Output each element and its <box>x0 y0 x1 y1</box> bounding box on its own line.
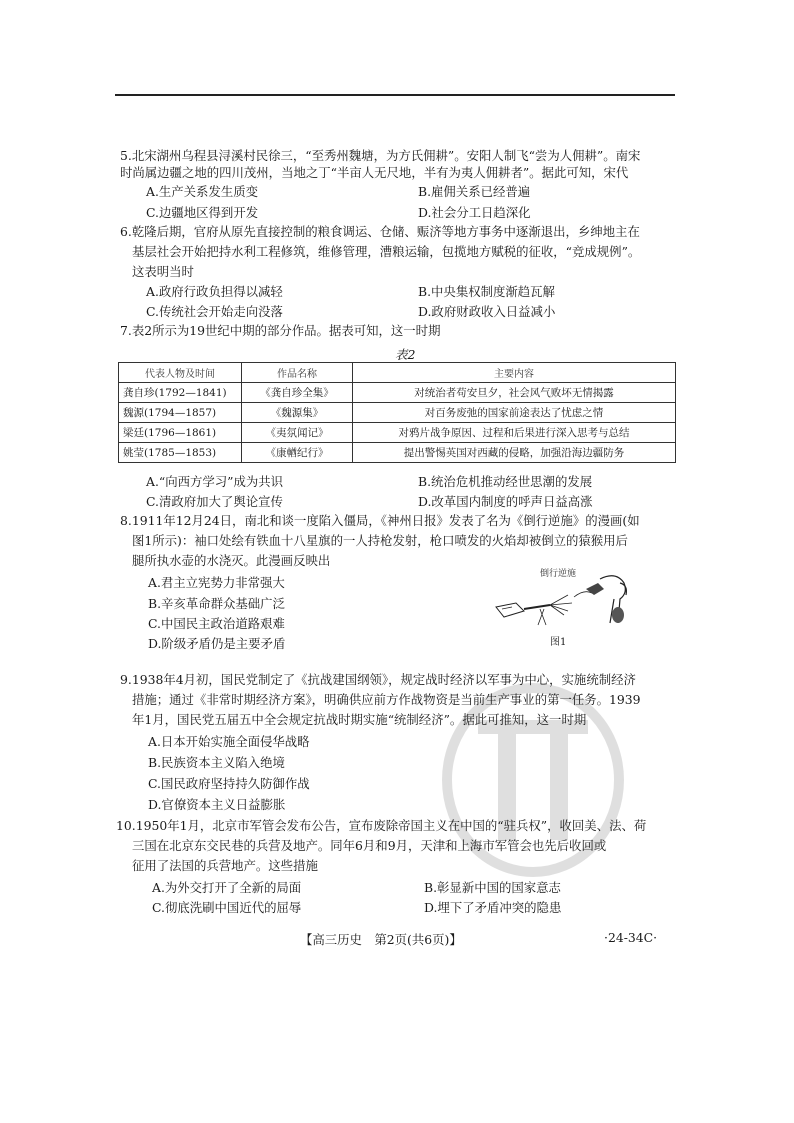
cartoon-figure <box>488 565 638 631</box>
q5-stem-line-1: 5.北宋湖州乌程县浔溪村民徐三，“至秀州魏塘，为方氏佣耕”。安阳人制飞“尝为人佣耕”。南宋 <box>120 148 641 163</box>
q10-option-a[interactable]: A.为外交打开了全新的局面 <box>152 880 302 895</box>
table-row <box>119 443 676 463</box>
table-cell: 对统治者苟安旦夕，社会风气败坏无情揭露 <box>353 383 676 403</box>
q5-stem-line-2: 时尚属边疆之地的四川茂州，当地之丁“半亩人无尺地，半有为夷人佣耕者”。据此可知，宋代 <box>120 165 629 180</box>
table-2-caption: 表2 <box>395 347 416 362</box>
table-cell: 《魏源集》 <box>242 403 353 423</box>
q8-stem-line-3: 腿所执水壶的水浇灭。此漫画反映出 <box>132 553 331 568</box>
page-footer-code: ·24-34C· <box>604 930 658 945</box>
q7-option-a[interactable]: A.“向西方学习”成为共识 <box>146 474 284 489</box>
table-header: 代表人物及时间 <box>119 363 242 383</box>
q10-stem-line-1: 10.1950年1月，北京市军管会发布公告，宣布废除帝国主义在中国的“驻兵权”，收回美、法、荷 <box>116 818 647 833</box>
table-row <box>119 383 676 403</box>
q6-option-d[interactable]: D.政府财政收入日益减小 <box>418 304 556 319</box>
q8-option-a[interactable]: A.君主立宪势力非常强大 <box>148 575 285 590</box>
q6-stem-line-1: 6.乾隆后期，官府从原先直接控制的粮食调运、仓储、赈济等地方事务中逐渐退出，乡绅地主在 <box>120 224 640 239</box>
q8-option-c[interactable]: C.中国民主政治道路艰难 <box>148 616 285 631</box>
table-header-row <box>119 363 676 383</box>
q9-option-a[interactable]: A.日本开始实施全面侵华战略 <box>148 734 310 749</box>
q10-option-b[interactable]: B.彰显新中国的国家意志 <box>424 880 561 895</box>
q6-stem-line-2: 基层社会开始把持水利工程修筑，维修管理，漕粮运输，包揽地方赋税的征收，“竞成规例”。 <box>132 244 641 259</box>
q8-stem-line-2: 图1所示)：袖口处绘有铁血十八星旗的一人持枪发射，枪口喷发的火焰却被倒立的猿猴用后 <box>132 533 628 548</box>
table-cell: 《夷氛闻记》 <box>242 423 353 443</box>
table-cell: 提出警惕英国对西藏的侵略，加强沿海边疆防务 <box>353 443 676 463</box>
table-cell: 魏源(1794—1857) <box>119 403 242 423</box>
q8-stem-line-1: 8.1911年12月24日，南北和谈一度陷入僵局，《神州日报》发表了名为《倒行逆施》的漫画(如 <box>120 513 640 528</box>
q10-option-c[interactable]: C.彻底洗刷中国近代的屈辱 <box>152 900 302 915</box>
table-cell: 《康輶纪行》 <box>242 443 353 463</box>
table-header: 作品名称 <box>242 363 353 383</box>
q5-option-c[interactable]: C.边疆地区得到开发 <box>146 205 259 220</box>
q10-option-d[interactable]: D.埋下了矛盾冲突的隐患 <box>424 900 562 915</box>
q5-option-b[interactable]: B.雇佣关系已经普遍 <box>418 184 531 199</box>
header-rule <box>115 94 675 96</box>
q8-option-d[interactable]: D.阶级矛盾仍是主要矛盾 <box>148 636 286 651</box>
table-row <box>119 423 676 443</box>
q6-option-a[interactable]: A.政府行政负担得以减轻 <box>146 284 283 299</box>
q9-stem-line-2: 措施；通过《非常时期经济方案》，明确供应前方作战物资是当前生产事业的第一任务。1939 <box>132 692 641 707</box>
q6-option-c[interactable]: C.传统社会开始走向没落 <box>146 304 283 319</box>
page-footer-label: 【高三历史 第2页(共6页)】 <box>300 932 462 947</box>
table-row <box>119 403 676 423</box>
table-cell: 梁廷(1796—1861) <box>119 423 242 443</box>
table-cell: 龚自珍(1792—1841) <box>119 383 242 403</box>
q9-option-c[interactable]: C.国民政府坚持持久防御作战 <box>148 776 310 791</box>
q9-option-b[interactable]: B.民族资本主义陷入绝境 <box>148 755 285 770</box>
q5-option-a[interactable]: A.生产关系发生质变 <box>146 184 259 199</box>
q10-stem-line-3: 征用了法国的兵营地产。这些措施 <box>132 858 318 873</box>
q5-option-d[interactable]: D.社会分工日趋深化 <box>418 205 531 220</box>
q9-stem-line-3: 年1月，国民党五届五中全会规定抗战时期实施“统制经济”。据此可推知，这一时期 <box>132 712 587 727</box>
table-2 <box>118 362 676 463</box>
q7-stem-line-1: 7.表2所示为19世纪中期的部分作品。据表可知，这一时期 <box>120 323 441 338</box>
table-cell: 《龚自珍全集》 <box>242 383 353 403</box>
cartoon-illustration <box>488 565 638 631</box>
q6-option-b[interactable]: B.中央集权制度渐趋瓦解 <box>418 284 555 299</box>
table-header: 主要内容 <box>353 363 676 383</box>
q9-stem-line-1: 9.1938年4月初，国民党制定了《抗战建国纲领》，规定战时经济以军事为中心，实施统制经济 <box>120 672 636 687</box>
q7-option-c[interactable]: C.清政府加大了舆论宣传 <box>146 494 283 509</box>
q9-option-d[interactable]: D.官僚资本主义日益膨胀 <box>148 797 286 812</box>
q10-stem-line-2: 三国在北京东交民巷的兵营及地产。同年6月和9月，天津和上海市军管会也先后收回或 <box>132 838 607 853</box>
table-cell: 对百务废弛的国家前途表达了忧虑之情 <box>353 403 676 423</box>
table-cell: 姚莹(1785—1853) <box>119 443 242 463</box>
figure-1-caption: 图1 <box>550 637 567 648</box>
table-cell: 对鸦片战争原因、过程和后果进行深入思考与总结 <box>353 423 676 443</box>
q6-stem-line-3: 这表明当时 <box>132 264 194 279</box>
q7-option-d[interactable]: D.改革国内制度的呼声日益高涨 <box>418 494 593 509</box>
q8-option-b[interactable]: B.辛亥革命群众基础广泛 <box>148 596 285 611</box>
cartoon-title: 倒行逆施 <box>540 569 577 579</box>
q7-option-b[interactable]: B.统治危机推动经世思潮的发展 <box>418 474 593 489</box>
